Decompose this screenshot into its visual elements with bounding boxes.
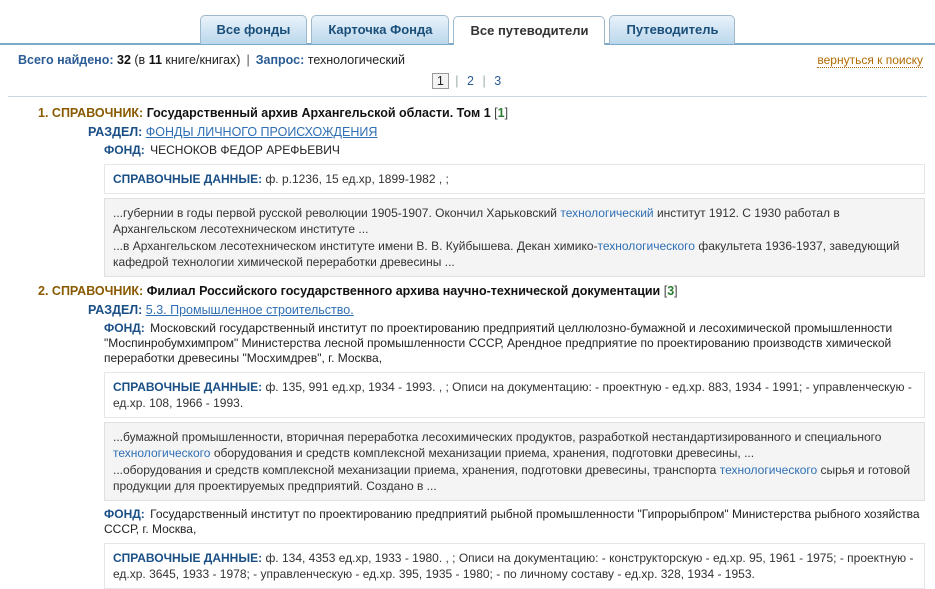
result-heading — [10, 281, 925, 301]
snippet-text: ...губернии в годы первой русской революции 1905-1907. Окончил Харьковский — [113, 206, 561, 220]
result-item — [10, 103, 925, 277]
snippet-highlight: технологического — [719, 463, 818, 477]
section-value[interactable]: ФОНДЫ ЛИЧНОГО ПРОИСХОЖДЕНИЯ — [145, 125, 378, 139]
search-results-page — [0, 14, 935, 581]
fond-value[interactable]: Московский государственный институт по проектированию предприятий целлюлозно-бумажной и лесохимической промышленности "Моспинробумхимпром" Министерства лесной промышленности СССР, Арендное предприятие по проектированию производств химической переработки древесины "Мосхимдрев", г. Москва, — [104, 321, 893, 365]
reference-data-box — [104, 543, 925, 589]
result-body — [88, 301, 925, 589]
page-3[interactable]: 3 — [494, 74, 502, 88]
fond-label: ФОНД: — [104, 507, 145, 521]
snippet-text: ...оборудования и средств комплексной механизации приема, хранения, подготовки древесины, транспорта — [113, 463, 720, 477]
snippet-text: ...бумажной промышленности, вторичная переработка лесохимических продуктов, разработкой нестандартизированного и специального — [113, 430, 882, 444]
result-count: 3 — [667, 284, 675, 298]
snippet-highlight: технологический — [560, 206, 654, 220]
result-kind-label: СПРАВОЧНИК: — [51, 106, 144, 120]
summary-separator: | — [246, 53, 250, 67]
results-list — [0, 97, 935, 589]
snippet-text: ...в Архангельском лесотехническом институте имени В. В. Куйбышева. Декан химико- — [113, 239, 598, 253]
result-title[interactable]: Государственный архив Архангельской области. Том 1 — [146, 106, 491, 120]
reference-data-box — [104, 372, 925, 418]
snippet — [113, 462, 916, 494]
found-count: 32 — [117, 53, 131, 67]
snippet-text: факультета 1936-1937, заведующий кафедрой технологии химической переработки древесины ... — [113, 239, 900, 269]
reference-data-label: СПРАВОЧНЫЕ ДАННЫЕ: — [113, 551, 263, 565]
section-row — [88, 301, 925, 319]
fond-label: ФОНД: — [104, 143, 145, 157]
books-count: 11 — [148, 53, 162, 67]
fond-row — [88, 505, 925, 539]
section-label: РАЗДЕЛ: — [88, 125, 143, 139]
pager-bar-2: | — [482, 74, 486, 88]
result-count-close: ] — [504, 106, 509, 120]
fond-value[interactable]: ЧЕСНОКОВ ФЕДОР АРЕФЬЕВИЧ — [150, 143, 340, 157]
reference-data-box — [104, 164, 925, 194]
result-heading — [10, 103, 925, 123]
result-body — [88, 123, 925, 277]
found-label: Всего найдено: — [18, 53, 114, 67]
snippet-highlight: технологического — [113, 446, 211, 460]
snippet-text: институт 1912. С 1930 работал в Архангельском лесотехническом институте ... — [113, 206, 840, 236]
fond-value[interactable]: Государственный институт по проектированию предприятий рыбной промышленности "Гипрорыбпром" Министерства рыбного хозяйства СССР, г. Москва, — [104, 507, 920, 536]
result-count-open: [ — [663, 284, 668, 298]
section-value[interactable]: 5.3. Промышленное строительство. — [145, 303, 354, 317]
query-label: Запрос: — [255, 53, 305, 67]
snippet — [113, 429, 916, 461]
tab-all-funds[interactable]: Все фонды — [200, 15, 308, 44]
page-2[interactable]: 2 — [467, 74, 474, 88]
result-number: 2. — [38, 284, 49, 298]
snippet-text: оборудования и средств комплексной механизации приема, хранения, подготовки древесины, ... — [210, 446, 755, 460]
books-word: книге/книгах) — [165, 53, 241, 67]
snippet — [113, 238, 916, 270]
pagination — [0, 72, 935, 96]
fond-row — [88, 141, 925, 160]
reference-data-value: ф. р.1236, 15 ед.хр, 1899-1982 , ; — [265, 172, 449, 186]
results-summary — [0, 45, 935, 72]
tab-fund-card[interactable]: Карточка Фонда — [311, 15, 449, 44]
reference-data-value: ф. 135, 991 ед.хр, 1934 - 1993. , ; Описи на документацию: - проектную - ед.хр. 883, 1934 - 1991; - управленческую - ед.хр. 108, 1966 - 1993. — [113, 380, 912, 410]
query-value: технологический — [307, 53, 405, 67]
snippet — [113, 205, 916, 237]
snippet-box — [104, 198, 925, 277]
snippet-box — [104, 422, 925, 501]
tab-bar — [0, 14, 935, 44]
result-count-open: [ — [494, 106, 498, 120]
section-row — [88, 123, 925, 141]
page-1[interactable]: 1 — [432, 73, 449, 89]
result-kind-label: СПРАВОЧНИК: — [51, 284, 144, 298]
result-title[interactable]: Филиал Российского государственного архива научно-технической документации — [146, 284, 661, 298]
back-to-search-link[interactable]: вернуться к поиску — [817, 53, 923, 67]
fond-label: ФОНД: — [104, 321, 145, 335]
snippet-highlight: технологического — [597, 239, 695, 253]
pager-bar-1: | — [455, 74, 459, 88]
tab-guide[interactable]: Путеводитель — [609, 15, 735, 44]
reference-data-label: СПРАВОЧНЫЕ ДАННЫЕ: — [113, 380, 263, 394]
books-open-paren: (в — [134, 53, 146, 67]
result-number: 1. — [38, 106, 49, 120]
result-item — [10, 281, 925, 589]
snippet-text: сырья и готовой продукции для проектируемых предприятий. Создано в ... — [113, 463, 911, 493]
tab-all-guides[interactable]: Все путеводители — [453, 16, 605, 45]
result-count: 1 — [497, 106, 505, 120]
reference-data-value: ф. 134, 4353 ед.хр, 1933 - 1980. , ; Описи на документацию: - конструкторскую - ед.хр. 95, 1961 - 1975; - проектную - ед.хр. 3645, 1933 - 1978; - управленческую - ед.хр. 395, 1935 - 1980; - по личному составу - ед.хр. 328, 1934 - 1953. — [113, 551, 914, 581]
section-label: РАЗДЕЛ: — [88, 303, 143, 317]
fond-row — [88, 319, 925, 368]
result-count-close: ] — [674, 284, 678, 298]
reference-data-label: СПРАВОЧНЫЕ ДАННЫЕ: — [113, 172, 263, 186]
